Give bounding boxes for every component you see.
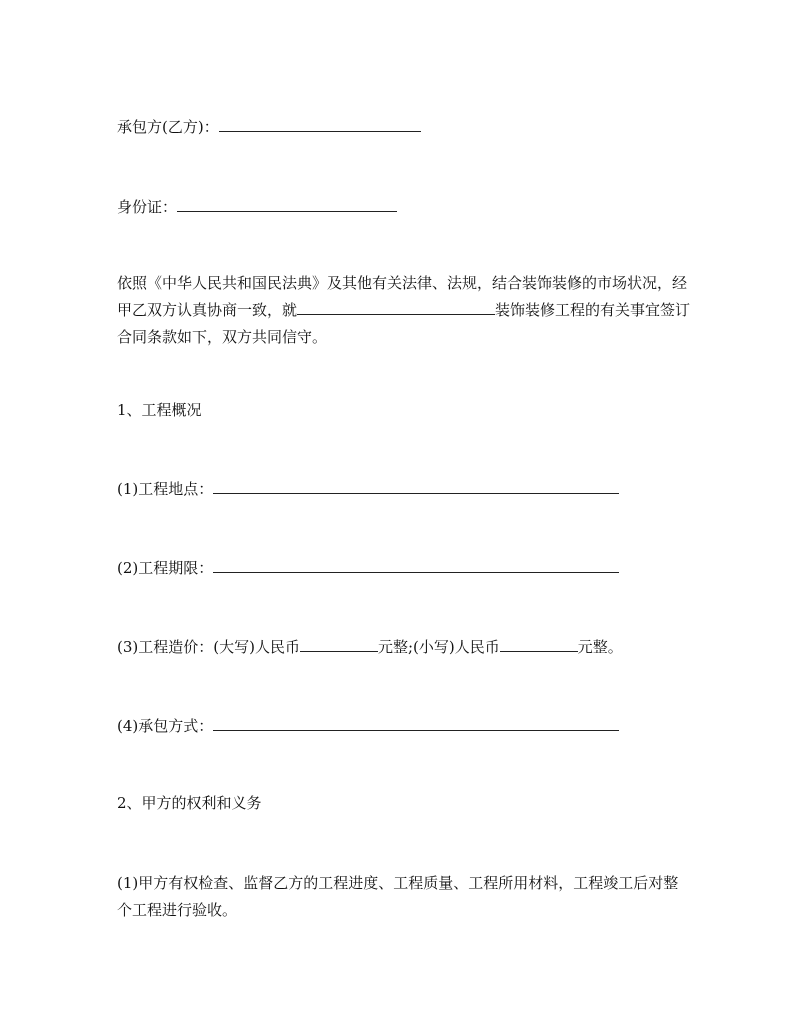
contract-mode-label: (4)承包方式： (117, 717, 214, 735)
duration-line (117, 555, 619, 582)
cost-line (117, 634, 623, 661)
contract-mode-blank[interactable] (213, 716, 619, 731)
id-card-label: 身份证： (117, 198, 178, 216)
id-card-blank[interactable] (177, 197, 397, 212)
cost-prefix: (3)工程造价：(大写)人民币 (117, 638, 300, 656)
duration-blank[interactable] (213, 558, 619, 573)
cost-uppercase-blank[interactable] (300, 637, 378, 652)
site-line (117, 476, 619, 503)
contractor-blank[interactable] (219, 117, 421, 132)
contract-mode-line (117, 713, 619, 740)
id-card-line (117, 194, 397, 221)
project-name-blank[interactable] (297, 300, 495, 315)
site-label: (1)工程地点： (117, 480, 214, 498)
duration-label: (2)工程期限： (117, 559, 214, 577)
contractor-label: 承包方(乙方)： (117, 118, 219, 136)
section2-heading: 2、甲方的权利和义务 (117, 794, 262, 812)
preamble-part1: 依照《中华人民共和国民法典》及其他有关法律、法规，结合装饰装修的市场状况，经甲乙双方认真协商一致，就 (117, 274, 688, 319)
cost-lowercase-blank[interactable] (500, 637, 578, 652)
section1-heading: 1、工程概况 (117, 401, 202, 419)
site-blank[interactable] (213, 479, 619, 494)
preamble-part2: 装饰装修工程的有关事宜签订合同条款如下，双方共同信守。 (117, 301, 691, 346)
contractor-line (117, 114, 421, 141)
preamble-paragraph (117, 270, 692, 351)
section2-item1: (1)甲方有权检查、监督乙方的工程进度、工程质量、工程所用材料，工程竣工后对整个工程进行验收。 (117, 874, 679, 919)
cost-middle: 元整;(小写)人民币 (377, 638, 500, 656)
cost-suffix: 元整。 (577, 638, 623, 656)
